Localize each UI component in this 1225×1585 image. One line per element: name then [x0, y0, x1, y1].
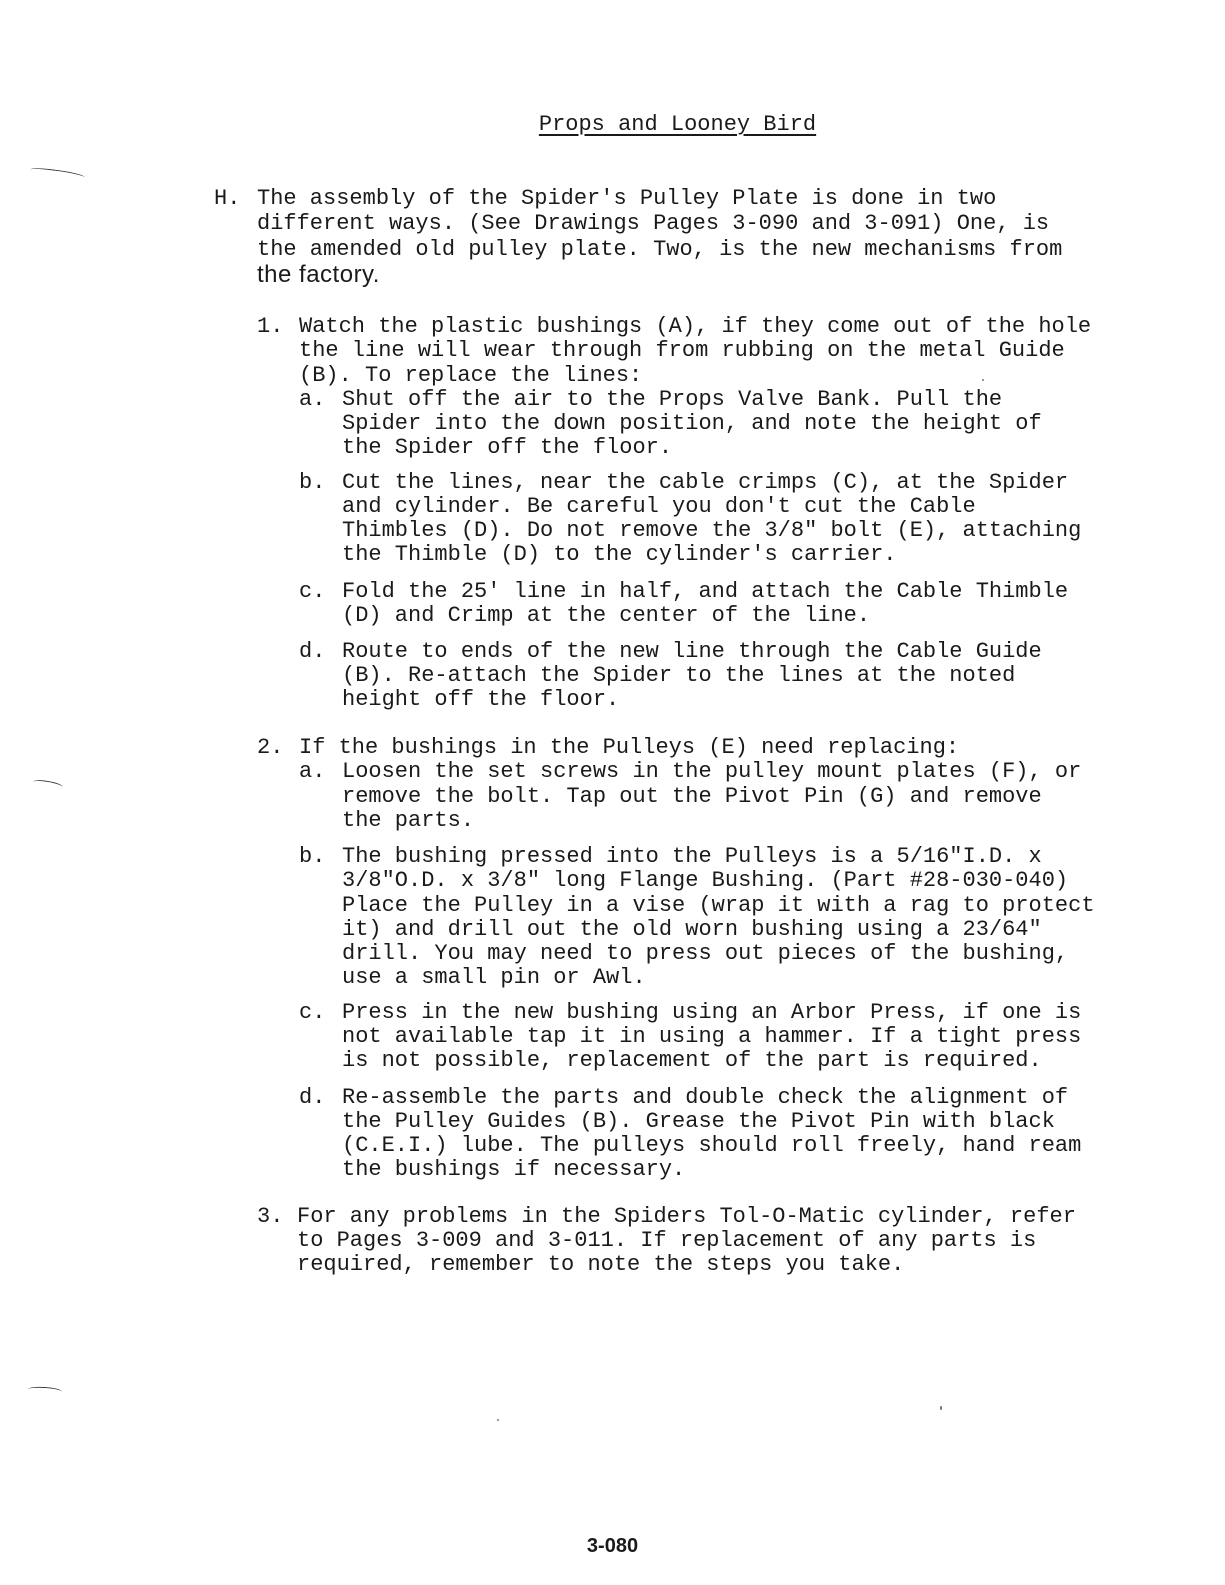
- item-1-number: 1.: [257, 314, 284, 339]
- item-1a-line: the Spider off the floor.: [342, 435, 673, 460]
- item-1c-line: Fold the 25' line in half, and attach the Cable Thimble: [342, 579, 1069, 604]
- item-2a-line: Loosen the set screws in the pulley mount plates (F), or: [342, 759, 1082, 784]
- item-1b-line: Cut the lines, near the cable crimps (C), at the Spider: [342, 470, 1069, 495]
- section-h-label: H.: [214, 186, 241, 211]
- section-h-line: the amended old pulley plate. Two, is the new mechanisms from: [257, 237, 1063, 262]
- item-2b-label: b.: [299, 844, 326, 869]
- item-3-number: 3.: [257, 1204, 284, 1229]
- item-2d-line: the Pulley Guides (B). Grease the Pivot Pin with black: [342, 1109, 1055, 1134]
- item-2b-line: The bushing pressed into the Pulleys is a 5/16"I.D. x: [342, 844, 1042, 869]
- item-2b-line: 3/8"O.D. x 3/8" long Flange Bushing. (Part #28-030-040): [342, 868, 1069, 893]
- item-2c-line: is not possible, replacement of the part is required.: [342, 1048, 1042, 1073]
- margin-mark: [30, 166, 85, 181]
- item-2b-line: use a small pin or Awl.: [342, 965, 646, 990]
- item-3-line: to Pages 3-009 and 3-011. If replacement of any parts is: [297, 1228, 1037, 1253]
- item-1b-line: and cylinder. Be careful you don't cut the Cable: [342, 494, 976, 519]
- section-h-line: The assembly of the Spider's Pulley Plate is done in two: [257, 186, 997, 211]
- page-number: 3-080: [586, 1535, 639, 1557]
- section-h-tail: the factory.: [257, 261, 380, 288]
- item-2d-line: (C.E.I.) lube. The pulleys should roll freely, hand ream: [342, 1133, 1082, 1158]
- item-2a-label: a.: [299, 759, 326, 784]
- item-2b-line: it) and drill out the old worn bushing using a 23/64": [342, 917, 1042, 942]
- item-2-number: 2.: [257, 735, 284, 760]
- item-2-line: If the bushings in the Pulleys (E) need replacing:: [299, 735, 960, 760]
- item-1a-label: a.: [299, 387, 326, 412]
- item-2a-line: the parts.: [342, 808, 475, 833]
- item-3-line: required, remember to note the steps you take.: [297, 1252, 905, 1277]
- item-2d-label: d.: [299, 1085, 326, 1110]
- margin-mark: [28, 1386, 62, 1395]
- item-1-line: the line will wear through from rubbing on the metal Guide: [299, 338, 1065, 363]
- item-2c-line: Press in the new bushing using an Arbor Press, if one is: [342, 1000, 1082, 1025]
- margin-mark: [33, 778, 64, 790]
- item-1a-line: Shut off the air to the Props Valve Bank. Pull the: [342, 387, 1003, 412]
- item-1d-line: height off the floor.: [342, 687, 620, 712]
- item-1b-line: Thimbles (D). Do not remove the 3/8" bolt (E), attaching: [342, 518, 1082, 543]
- item-1b-line: the Thimble (D) to the cylinder's carrier.: [342, 542, 897, 567]
- item-2d-line: the bushings if necessary.: [342, 1157, 686, 1182]
- page-title: Props and Looney Bird: [538, 112, 817, 137]
- item-1d-label: d.: [299, 639, 326, 664]
- item-3-line: For any problems in the Spiders Tol-O-Matic cylinder, refer: [297, 1204, 1076, 1229]
- item-1d-line: Route to ends of the new line through the Cable Guide: [342, 639, 1042, 664]
- item-1b-label: b.: [299, 470, 326, 495]
- item-1c-label: c.: [299, 579, 326, 604]
- item-1a-line: Spider into the down position, and note the height of: [342, 411, 1042, 436]
- item-2a-line: remove the bolt. Tap out the Pivot Pin (G) and remove: [342, 784, 1042, 809]
- scan-speck: [497, 1419, 499, 1421]
- item-1-line: (B). To replace the lines:: [299, 363, 643, 388]
- section-h-line: different ways. (See Drawings Pages 3-090 and 3-091) One, is: [257, 211, 1050, 236]
- scan-speck: [940, 1406, 942, 1410]
- item-2b-line: drill. You may need to press out pieces of the bushing,: [342, 941, 1069, 966]
- item-1c-line: (D) and Crimp at the center of the line.: [342, 603, 871, 628]
- item-2c-label: c.: [299, 1000, 326, 1025]
- scan-speck: [982, 379, 984, 381]
- item-1d-line: (B). Re-attach the Spider to the lines at the noted: [342, 663, 1016, 688]
- item-2b-line: Place the Pulley in a vise (wrap it with a rag to protect: [342, 893, 1095, 918]
- item-1-line: Watch the plastic bushings (A), if they come out of the hole: [299, 314, 1092, 339]
- item-2c-line: not available tap it in using a hammer. If a tight press: [342, 1024, 1082, 1049]
- item-2d-line: Re-assemble the parts and double check the alignment of: [342, 1085, 1069, 1110]
